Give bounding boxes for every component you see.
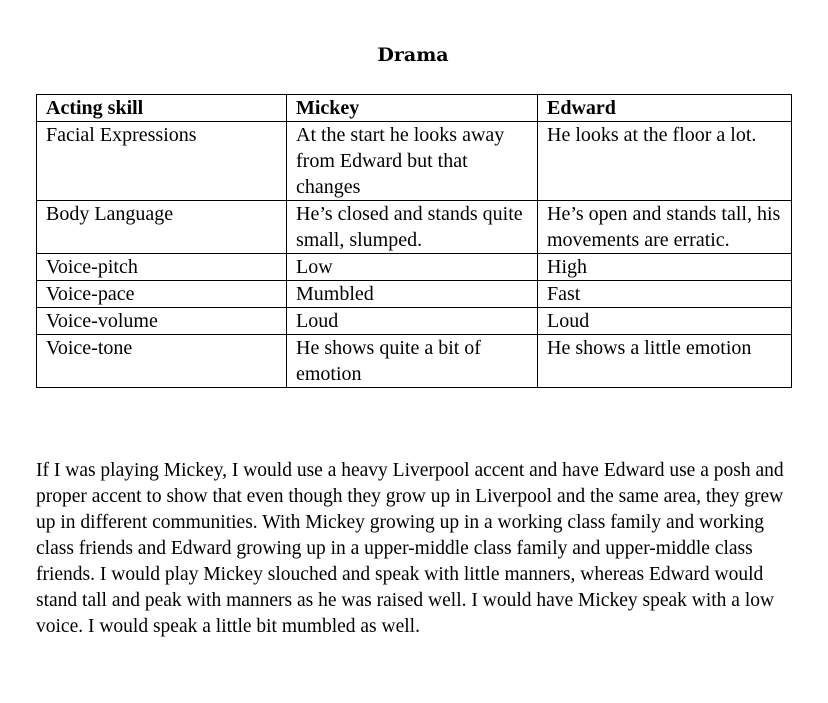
table-header-row [37, 95, 792, 122]
edward-cell: He’s open and stands tall, his movements are erratic. [538, 201, 792, 254]
table-row [37, 281, 792, 308]
edward-cell: He looks at the floor a lot. [538, 122, 792, 201]
table-row [37, 201, 792, 254]
skill-cell: Voice-pace [37, 281, 287, 308]
column-header-mickey: Mickey [287, 95, 538, 122]
table-row [37, 335, 792, 388]
mickey-cell: He’s closed and stands quite small, slumped. [287, 201, 538, 254]
acting-skills-table [36, 94, 792, 388]
table-row [37, 122, 792, 201]
column-header-acting-skill: Acting skill [37, 95, 287, 122]
edward-cell: Fast [538, 281, 792, 308]
skill-cell: Voice-volume [37, 308, 287, 335]
essay-paragraph: If I was playing Mickey, I would use a heavy Liverpool accent and have Edward use a posh and proper accent to show that even though they grow up in Liverpool and the same area, they grew up in different communities. With Mickey growing up in a working class family and working class friends and Edward growing up in a upper-middle class family and upper-middle class friends. I would play Mickey slouched and speak with little manners, whereas Edward would stand tall and peak with manners as he was raised well. I would have Mickey speak with a low voice. I would speak a little bit mumbled as well. [36, 460, 784, 637]
skill-cell: Facial Expressions [37, 122, 287, 201]
edward-cell: Loud [538, 308, 792, 335]
skill-cell: Body Language [37, 201, 287, 254]
mickey-cell: Mumbled [287, 281, 538, 308]
edward-cell: He shows a little emotion [538, 335, 792, 388]
skill-cell: Voice-tone [37, 335, 287, 388]
page-title: Drama [377, 44, 449, 66]
skill-cell: Voice-pitch [37, 254, 287, 281]
mickey-cell: At the start he looks away from Edward but that changes [287, 122, 538, 201]
mickey-cell: Low [287, 254, 538, 281]
table-row [37, 308, 792, 335]
mickey-cell: Loud [287, 308, 538, 335]
edward-cell: High [538, 254, 792, 281]
table-row [37, 254, 792, 281]
column-header-edward: Edward [538, 95, 792, 122]
mickey-cell: He shows quite a bit of emotion [287, 335, 538, 388]
